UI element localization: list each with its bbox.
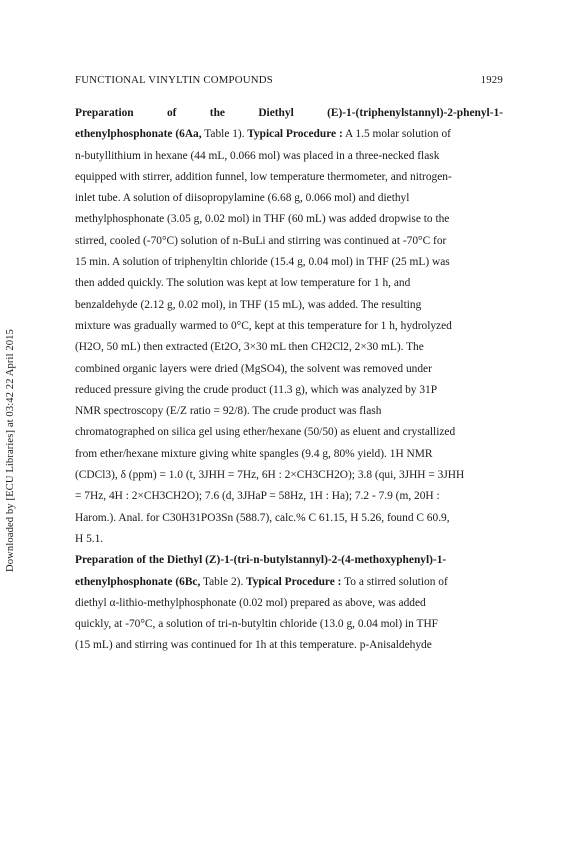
text-line: methylphosphonate (3.05 g, 0.02 mol) in THF (60 mL) was added dropwise to the (75, 213, 450, 226)
text-line: reduced pressure giving the crude product (11.3 g), which was analyzed by 31P (75, 383, 438, 396)
heading-word: of (166, 107, 177, 119)
text-line: Harom.). Anal. for C30H31PO3Sn (588.7), calc.% C 61.15, H 5.26, found C 60.9, (75, 511, 450, 524)
table-reference: Table 2). (200, 575, 244, 588)
text-line: quickly, at -70°C, a solution of tri-n-butyltin chloride (13.0 g, 0.04 mol) in THF (75, 618, 439, 631)
heading-word: Diethyl (258, 107, 294, 119)
download-watermark-text: Downloaded by [ECU Libraries] at 03:42 22 April 2015 (4, 328, 16, 572)
page-number: 1929 (480, 74, 503, 86)
text-line: chromatographed on silica gel using ether/hexane (50/50) as eluent and crystallized (75, 426, 456, 439)
text-line: inlet tube. A solution of diisopropylamine (6.68 g, 0.066 mol) and diethyl (75, 192, 410, 205)
text-line: H 5.1. (75, 532, 104, 545)
text-line: then added quickly. The solution was kept at low temperature for 1 h, and (75, 277, 411, 290)
section1-heading-line1 (75, 103, 503, 124)
section2-heading-line2 (75, 572, 503, 593)
text-line: benzaldehyde (2.12 g, 0.02 mol), in THF (15 mL), was added. The resulting (75, 298, 422, 311)
compound-name-end: ethenylphosphonate (6Bc, (75, 575, 201, 588)
text-line: equipped with stirrer, addition funnel, low temperature thermometer, and nitrogen- (75, 170, 452, 183)
text-line: stirred, cooled (-70°C) solution of n-BuLi and stirring was continued at -70°C for (75, 234, 447, 247)
article-body (75, 103, 503, 657)
text-line: To a stirred solution of (344, 575, 448, 588)
text-line: = 7Hz, 4H : 2×CH3CH2O); 7.6 (d, 3JHaP = 58Hz, 1H : Ha); 7.2 - 7.9 (m, 20H : (75, 490, 440, 503)
typical-procedure-label: Typical Procedure : (243, 575, 342, 588)
section2-heading-line1: Preparation of the Diethyl (Z)-1-(tri-n-butylstannyl)-2-(4-methoxyphenyl)-1- (75, 554, 447, 567)
text-line: mixture was gradually warmed to 0°C, kept at this temperature for 1 h, hydrolyzed (75, 319, 452, 332)
table-reference: Table 1). (201, 128, 245, 141)
text-line: combined organic layers were dried (MgSO4), the solvent was removed under (75, 362, 432, 375)
heading-word: Preparation (75, 107, 134, 119)
text-line: n-butyllithium in hexane (44 mL, 0.066 mol) was placed in a three-necked flask (75, 149, 440, 162)
journal-title: FUNCTIONAL VINYLTIN COMPOUNDS (75, 74, 273, 86)
text-line: diethyl α-lithio-methylphosphonate (0.02 mol) prepared as above, was added (75, 596, 426, 609)
text-line: 15 min. A solution of triphenyltin chloride (15.4 g, 0.04 mol) in THF (25 mL) was (75, 256, 450, 269)
text-line: (H2O, 50 mL) then extracted (Et2O, 3×30 mL then CH2Cl2, 2×30 mL). The (75, 341, 424, 354)
compound-name-end: ethenylphosphonate (6Aa, (75, 128, 202, 141)
typical-procedure-label: Typical Procedure : (244, 128, 343, 141)
text-line: NMR spectroscopy (E/Z ratio = 92/8). The crude product was flash (75, 405, 382, 418)
section1-heading-line2 (75, 124, 503, 145)
running-header (75, 74, 503, 86)
download-watermark (3, 285, 17, 615)
text-line: A 1.5 molar solution of (344, 128, 451, 141)
heading-word: (E)-1-(triphenylstannyl)-2-phenyl-1- (327, 107, 503, 119)
heading-word: the (209, 107, 225, 119)
text-line: (CDCl3), δ (ppm) = 1.0 (t, 3JHH = 7Hz, 6H : 2×CH3CH2O); 3.8 (qui, 3JHH = 3JHH (75, 469, 465, 482)
text-line: from ether/hexane mixture giving white spangles (9.4 g, 80% yield). 1H NMR (75, 447, 433, 460)
text-line: (15 mL) and stirring was continued for 1h at this temperature. p-Anisaldehyde (75, 639, 432, 652)
